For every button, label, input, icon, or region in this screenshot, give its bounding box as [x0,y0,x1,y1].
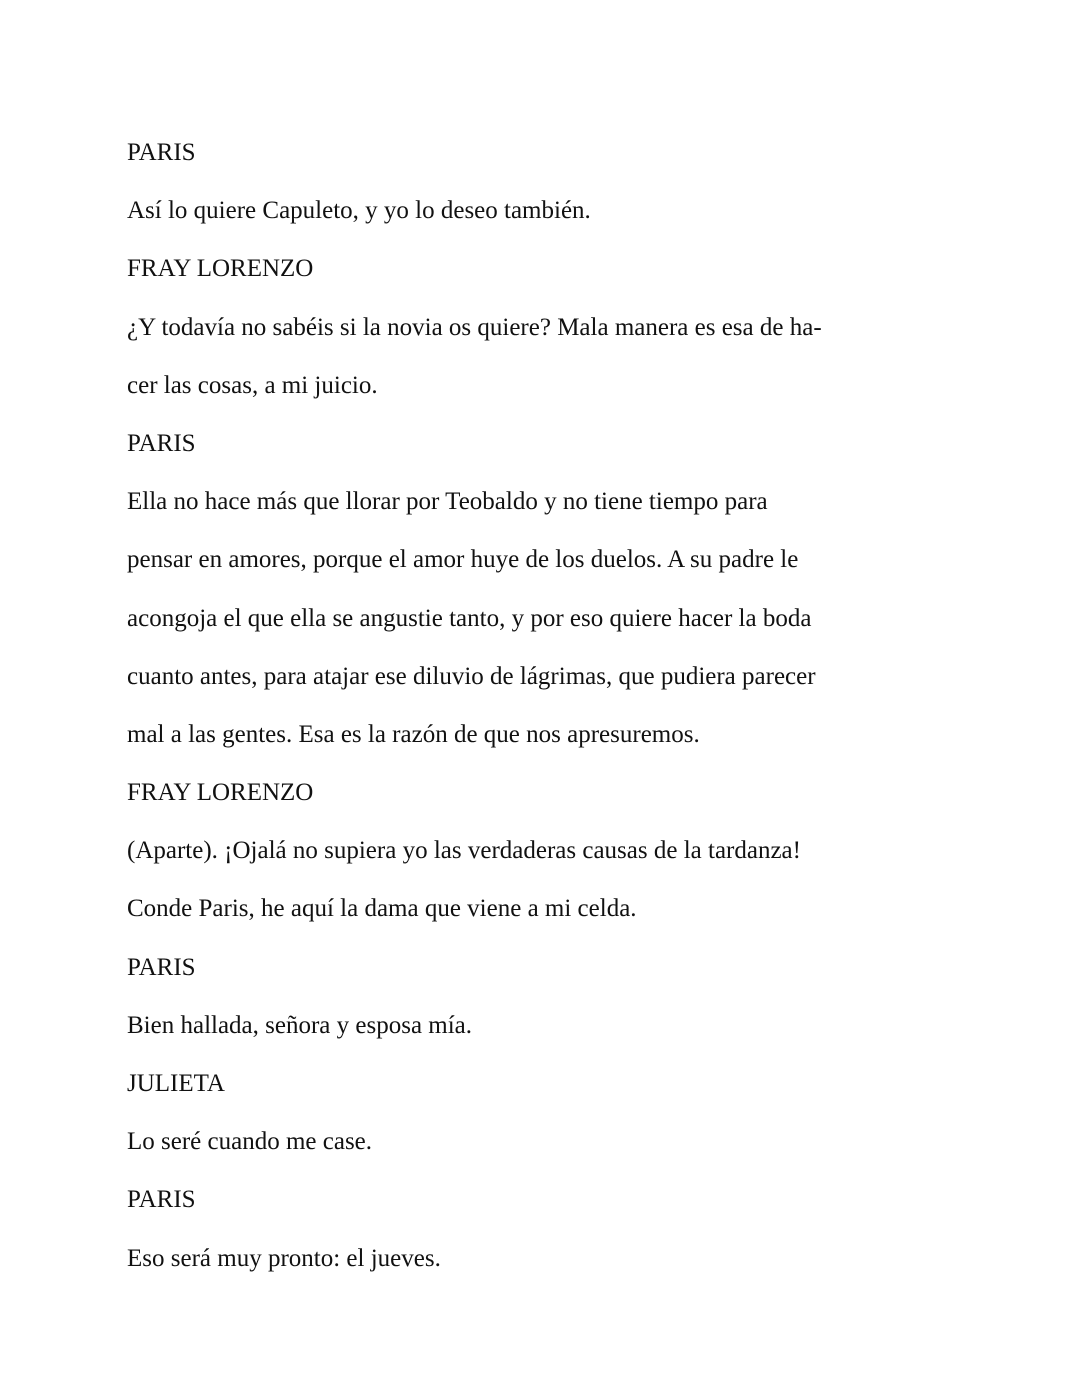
speaker-name: PARIS [127,953,196,981]
dialogue-line: cuanto antes, para atajar ese diluvio de lágrimas, que pudiera parecer [127,662,816,690]
dialogue-line: (Aparte). ¡Ojalá no supiera yo las verdaderas causas de la tardanza! [127,837,801,865]
dialogue-line: Ella no hace más que llorar por Teobaldo y no tiene tiempo para [127,488,768,516]
dialogue-line: ¿Y todavía no sabéis si la novia os quiere? Mala manera es esa de ha- [127,313,822,341]
dialogue-line: Bien hallada, señora y esposa mía. [127,1011,473,1039]
speaker-name: PARIS [127,429,196,457]
dialogue-line: acongoja el que ella se angustie tanto, y por eso quiere hacer la boda [127,604,812,632]
dialogue-line: mal a las gentes. Esa es la razón de que nos apresuremos. [127,720,700,748]
speaker-name: JULIETA [127,1070,225,1097]
speaker-name: FRAY LORENZO [127,255,314,283]
dialogue-line: Lo seré cuando me case. [127,1128,373,1156]
speaker-name: PARIS [127,139,196,166]
dialogue-text [127,124,887,1288]
speaker-name: FRAY LORENZO [127,779,314,807]
dialogue-line: cer las cosas, a mi juicio. [127,371,378,399]
speaker-name: PARIS [127,1186,196,1214]
dialogue-line: pensar en amores, porque el amor huye de los duelos. A su padre le [127,546,799,574]
dialogue-line: Conde Paris, he aquí la dama que viene a mi celda. [127,895,637,923]
dialogue-line: Eso será muy pronto: el jueves. [127,1244,441,1272]
dialogue-line: Así lo quiere Capuleto, y yo lo deseo también. [127,197,591,225]
